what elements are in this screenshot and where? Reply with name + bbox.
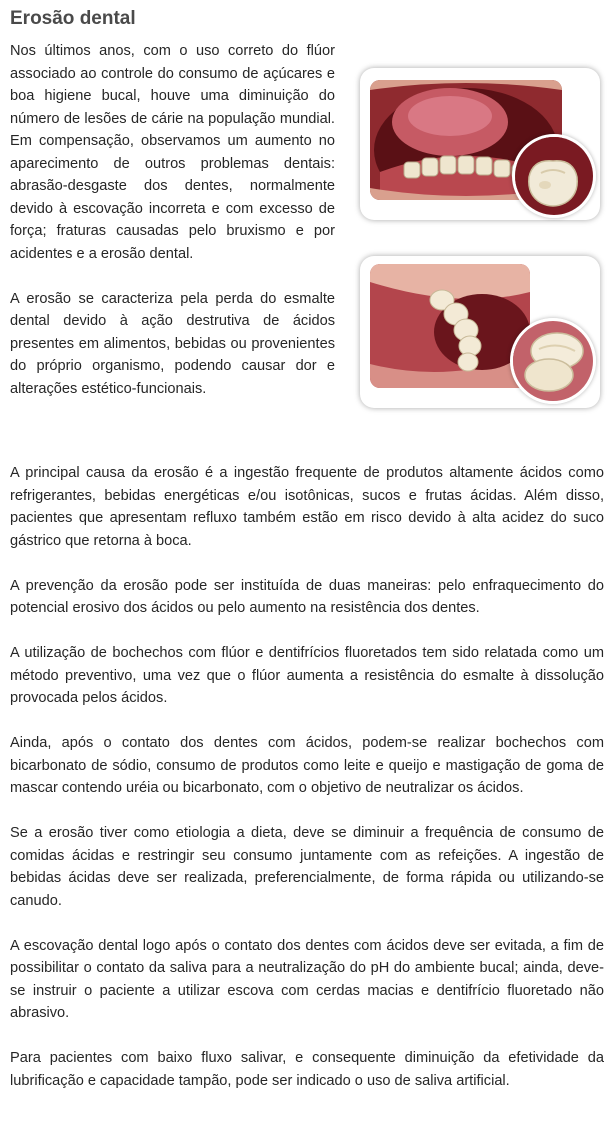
tooth-closeup-photo [512,134,596,218]
intro-paragraph: Nos últimos anos, com o uso correto do flúor associado ao controle do consumo de açúcares e boa higiene bucal, houve uma diminuição do número de lesões de cárie na população mundial. Em compensação, observamos um aumento no aparecimento de outros problemas dentais: abrasão-desgaste dos dentes, normalmente devido à escovação incorreta e com excesso de força; fraturas causadas pelo bruxismo e por acidentes e a erosão dental. [10,43,335,262]
body-paragraph: Ainda, após o contato dos dentes com ácidos, podem-se realizar bochechos com bicarbonato de sódio, consumo de produtos como leite e queijo e mastigação de goma de mascar contendo uréia ou bicarbonato, com o objetivo de neutralizar os ácidos. [10,735,604,796]
body-paragraph: Para pacientes com baixo fluxo salivar, e consequente diminuição da efetividade da lubrificação e capacidade tampão, pode ser indicado o uso de saliva artificial. [10,1050,604,1089]
side-teeth-photo [370,264,530,388]
body-paragraph: A escovação dental logo após o contato dos dentes com ácidos deve ser evitada, a fim de possibilitar o contato da saliva para a neutralização do pH do ambiente bucal; ainda, deve-se instruir o paciente a utilizar escova com cerdas macias e dentifrício fluoretado não abrasivo. [10,937,604,1021]
intro-paragraph: A erosão se caracteriza pela perda do esmalte dental devido à ação destrutiva de ácidos presentes em alimentos, bebidas ou provenientes do próprio organismo, podendo causar dor e alterações estético-funcionais. [10,290,335,397]
article-title: Erosão dental [10,8,136,29]
photo-frame-mouth [360,68,600,220]
photo-frame-side-teeth [360,256,600,408]
body-paragraph: Se a erosão tiver como etiologia a dieta, deve se diminuir a frequência de consumo de comidas ácidas e restringir seu consumo juntamente com as refeições. A ingestão de bebidas ácidas deve ser realizada, preferencialmente, de forma rápida ou utilizando-se canudo. [10,825,604,909]
tooth-surface-closeup-photo [510,318,596,404]
body-paragraph: A prevenção da erosão pode ser instituída de duas maneiras: pelo enfraquecimento do potencial erosivo dos ácidos ou pelo aumento na resistência dos dentes. [10,577,604,616]
body-paragraph: A principal causa da erosão é a ingestão frequente de produtos altamente ácidos como refrigerantes, bebidas energéticas e/ou isotônicas, sucos e frutas ácidas. Além disso, pacientes que apresentam refluxo também estão em risco devido à alta acidez do suco gástrico que retorna à boca. [10,465,604,549]
article-body [10,462,604,1092]
body-paragraph: A utilização de bochechos com flúor e dentifrícios fluoretados tem sido relatada como um método preventivo, uma vez que o flúor aumenta a resistência do esmalte à dissolução provocada pelos ácidos. [10,645,604,706]
intro-column [10,40,335,400]
